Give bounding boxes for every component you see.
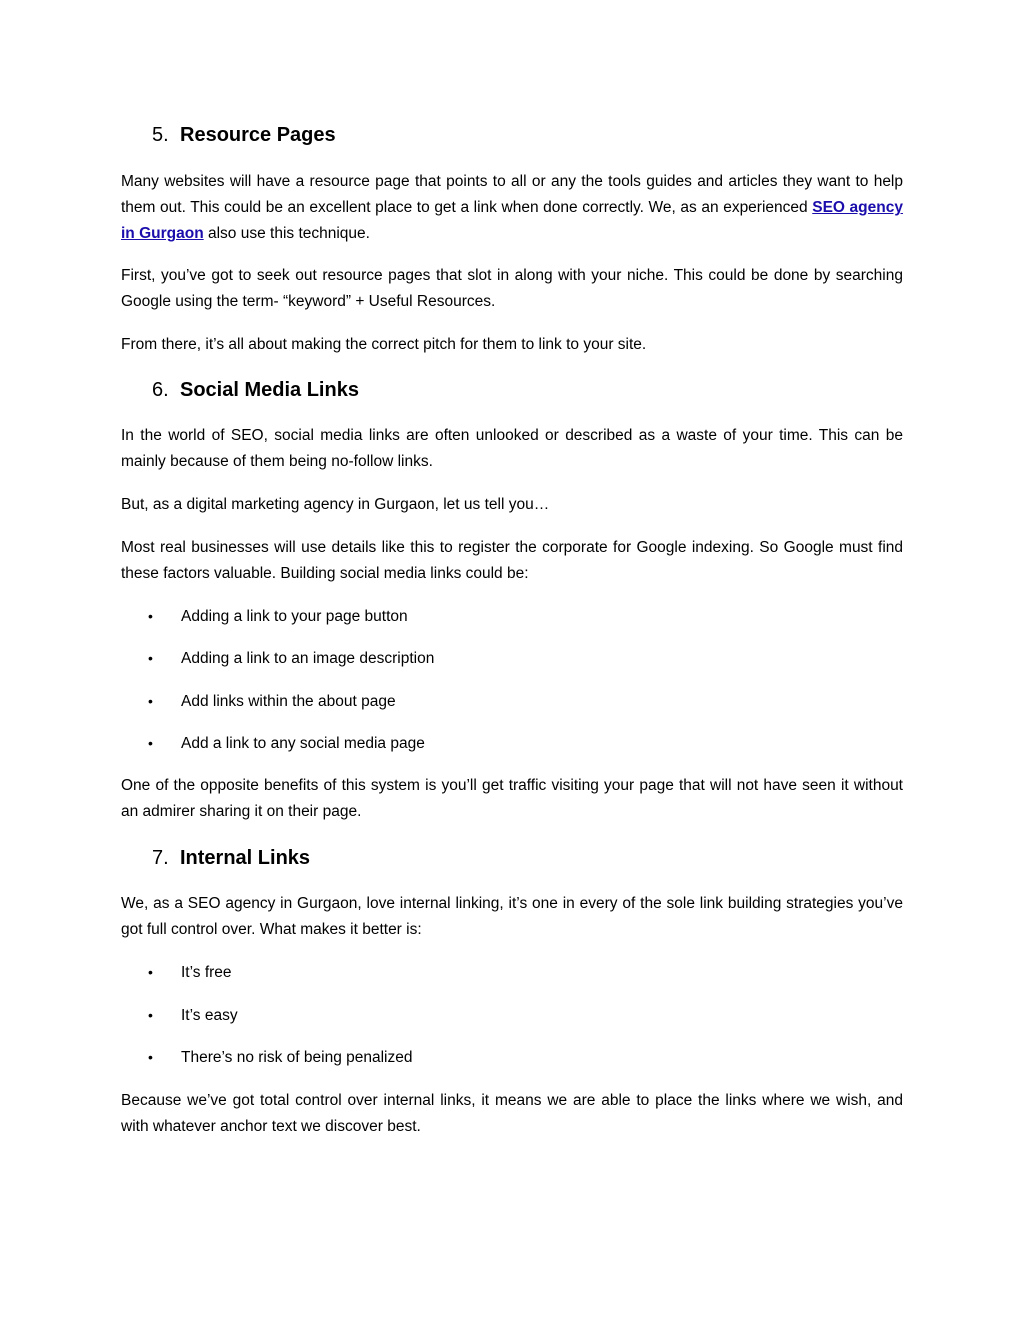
bullet-icon: • xyxy=(148,1049,153,1065)
list-item-text: There’s no risk of being penalized xyxy=(181,1049,413,1066)
bullet-icon: • xyxy=(148,964,153,980)
list-item-text: It’s free xyxy=(181,964,232,981)
list-item xyxy=(148,1003,238,1028)
list-item xyxy=(148,604,408,629)
section-heading-resource-pages xyxy=(152,123,336,147)
paragraph-text: Many websites will have a resource page that points to all or any the tools guides and articles they want to help them out. This could be an excellent place to get a link when done correctly. We, as an experienced xyxy=(121,173,903,216)
section-title: Resource Pages xyxy=(180,124,336,146)
list-item xyxy=(148,960,232,985)
list-item-text: Add a link to any social media page xyxy=(181,735,425,752)
list-item xyxy=(148,689,396,714)
bullet-icon: • xyxy=(148,735,153,751)
list-item-text: Adding a link to your page button xyxy=(181,608,408,625)
list-item xyxy=(148,731,425,756)
section-heading-internal-links xyxy=(152,846,310,870)
paragraph-social-businesses: Most real businesses will use details like this to register the corporate for Google indexing. So Google must find these factors valuable. Building social media links could be: xyxy=(121,539,903,582)
paragraph-resource-search: First, you’ve got to seek out resource pages that slot in along with your niche. This could be done by searching Google using the term- “keyword” + Useful Resources. xyxy=(121,267,903,310)
paragraph-resource-pitch: From there, it’s all about making the correct pitch for them to link to your site. xyxy=(121,336,647,353)
paragraph-social-agency: But, as a digital marketing agency in Gurgaon, let us tell you… xyxy=(121,496,550,513)
list-item-text: Adding a link to an image description xyxy=(181,650,435,667)
section-title: Internal Links xyxy=(180,847,311,869)
section-number: 7. xyxy=(152,847,169,869)
list-item-text: It’s easy xyxy=(181,1007,238,1024)
list-item-text: Add links within the about page xyxy=(181,693,396,710)
paragraph-text: also use this technique. xyxy=(203,225,370,242)
section-heading-social-media-links xyxy=(152,378,359,402)
paragraph-social-intro: In the world of SEO, social media links are often unlooked or described as a waste of your time. This can be mainly because of them being no-follow links. xyxy=(121,427,903,470)
section-number: 5. xyxy=(152,124,169,146)
bullet-icon: • xyxy=(148,693,153,709)
bullet-icon: • xyxy=(148,608,153,624)
section-title: Social Media Links xyxy=(180,379,359,401)
bullet-icon: • xyxy=(148,650,153,666)
paragraph-internal-intro: We, as a SEO agency in Gurgaon, love internal linking, it’s one in every of the sole link building strategies you’ve got full control over. What makes it better is: xyxy=(121,895,903,938)
list-item xyxy=(148,1045,413,1070)
paragraph-internal-closing: Because we’ve got total control over internal links, it means we are able to place the links where we wish, and with whatever anchor text we discover best. xyxy=(121,1092,903,1135)
section-number: 6. xyxy=(152,379,169,401)
bullet-icon: • xyxy=(148,1007,153,1023)
list-item xyxy=(148,646,434,671)
paragraph-social-closing: One of the opposite benefits of this system is you’ll get traffic visiting your page that will not have seen it without an admirer sharing it on their page. xyxy=(121,777,903,820)
seo-agency-link[interactable]: SEO agency in Gurgaon xyxy=(121,199,903,242)
paragraph-resource-intro xyxy=(121,169,903,247)
